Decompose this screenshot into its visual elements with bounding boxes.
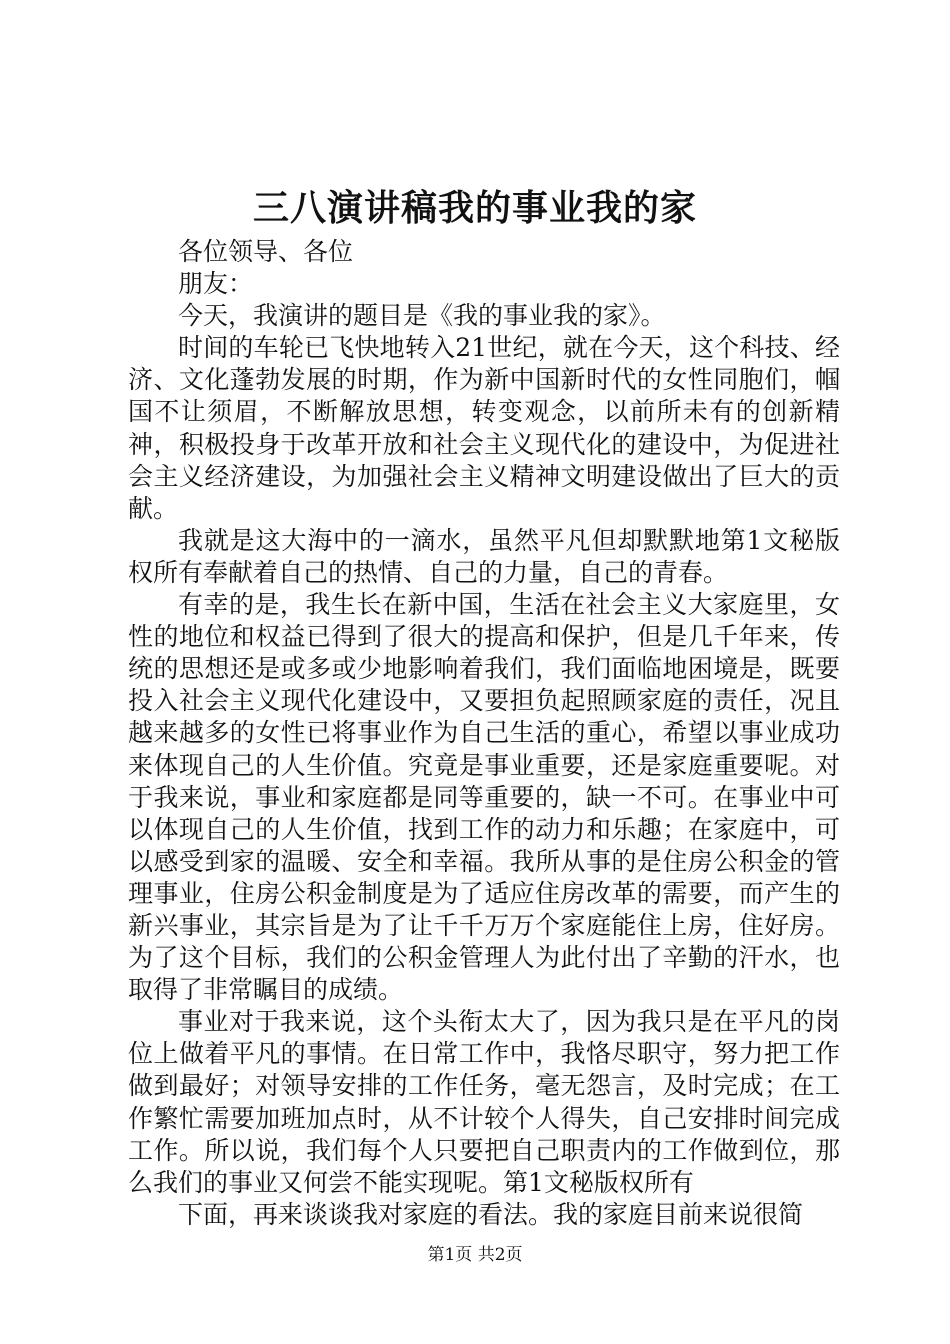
page-total: 共2页: [477, 1245, 523, 1265]
body-paragraph: 事业对于我来说，这个头衔太大了，因为我只是在平凡的岗位上做着平凡的事情。在日常工作中，我恪尽职守，努力把工作做到最好；对领导安排的工作任务，毫无怨言，及时完成；在工作繁忙需要加班加点时，从不计较个人得失，自己安排时间完成工作。所以说，我们每个人只要把自己职责内的工作做到位，那么我们的事业又何尝不能实现呢。第1文秘版权所有: [128, 1007, 840, 1197]
page-footer: [0, 1243, 950, 1267]
body-paragraph: 我就是这大海中的一滴水，虽然平凡但却默默地第1文秘版权所有奉献着自己的热情、自己的力量，自己的青春。: [128, 525, 840, 587]
greeting-line: 各位领导、各位: [178, 237, 354, 266]
greeting-line: 朋友：: [178, 269, 254, 299]
body-paragraph: 今天，我演讲的题目是《我的事业我的家》。: [178, 301, 666, 331]
document-body: [128, 236, 840, 1231]
document-title: 三八演讲稿我的事业我的家: [252, 187, 697, 229]
body-paragraph: 时间的车轮已飞快地转入21世纪，就在今天，这个科技、经济、文化蓬勃发展的时期，作为新中国新时代的女性同胞们，帼国不让须眉，不断解放思想，转变观念，以前所未有的创新精神，积极投身于改革开放和社会主义现代化的建设中，为促进社会主义经济建设，为加强社会主义精神文明建设做出了巨大的贡献。: [128, 333, 840, 523]
body-paragraph: 下面，再来谈谈我对家庭的看法。我的家庭目前来说很简: [178, 1199, 804, 1229]
body-paragraph: 有幸的是，我生长在新中国，生活在社会主义大家庭里，女性的地位和权益已得到了很大的提高和保护，但是几千年来，传统的思想还是或多或少地影响着我们，我们面临地困境是，既要投入社会主义现代化建设中，又要担负起照顾家庭的责任，况且越来越多的女性已将事业作为自己生活的重心，希望以事业成功来体现自己的人生价值。究竟是事业重要，还是家庭重要呢。对于我来说，事业和家庭都是同等重要的，缺一不可。在事业中可以体现自己的人生价值，找到工作的动力和乐趣；在家庭中，可以感受到家的温暖、安全和幸福。我所从事的是住房公积金的管理事业，住房公积金制度是为了适应住房改革的需要，而产生的新兴事业，其宗旨是为了让千千万万个家庭能住上房，住好房。为了这个目标，我们的公积金管理人为此付出了辛勤的汗水，也取得了非常瞩目的成绩。: [128, 590, 840, 1005]
page-number: 第1页: [427, 1245, 473, 1265]
